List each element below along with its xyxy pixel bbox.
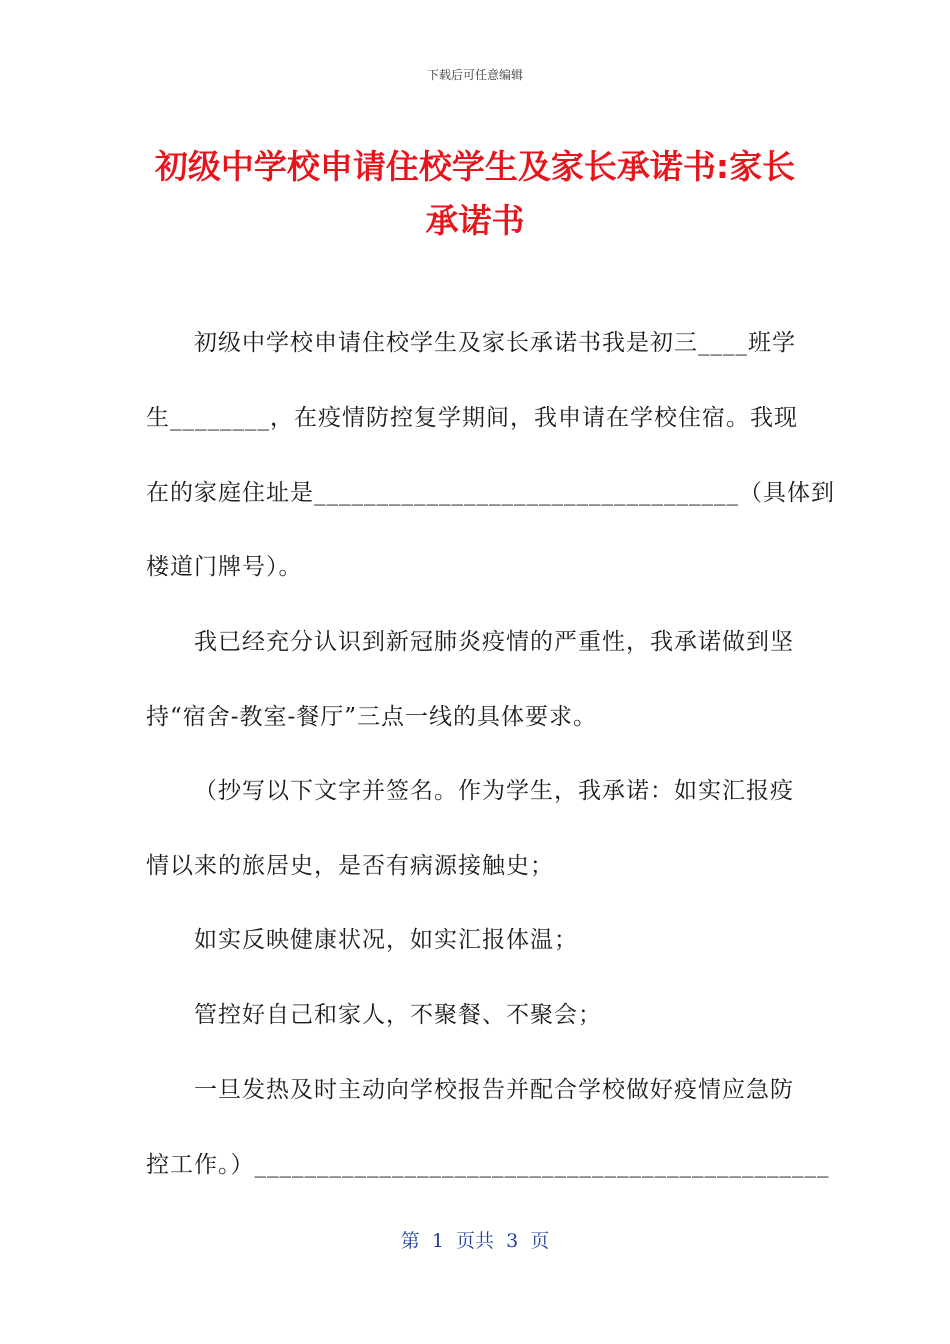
body-line-1: 初级中学校申请住校学生及家长承诺书我是初三____班学 [194,330,796,356]
body-line-11: 一旦发热及时主动向学校报告并配合学校做好疫情应急防 [194,1077,794,1103]
body-line-9: 如实反映健康状况，如实汇报体温； [194,927,578,953]
body-line-8: 情以来的旅居史，是否有病源接触史； [146,853,554,879]
body-line-2: 生________，在疫情防控复学期间，我申请在学校住宿。我现 [146,405,798,431]
header-note: 下载后可任意编辑 [426,68,523,82]
body-line-6: 持“宿舍-教室-餐厅”三点一线的具体要求。 [146,704,598,730]
body-line-10: 管控好自己和家人，不聚餐、不聚会； [194,1002,602,1028]
body-line-3: 在的家庭住址是__________________________________（具体到 [146,480,835,506]
body-line-7: （抄写以下文字并签名。作为学生，我承诺：如实汇报疫 [194,778,794,804]
body-line-4: 楼道门牌号）。 [146,554,303,580]
body-line-12: 控工作。）______________________________________________ [146,1152,830,1178]
page-footer: 第 1 页共 3 页 [400,1230,550,1252]
body-line-5: 我已经充分认识到新冠肺炎疫情的严重性，我承诺做到坚 [194,629,794,655]
document-title: 初级中学校申请住校学生及家长承诺书:家长承诺书 [154,147,796,240]
